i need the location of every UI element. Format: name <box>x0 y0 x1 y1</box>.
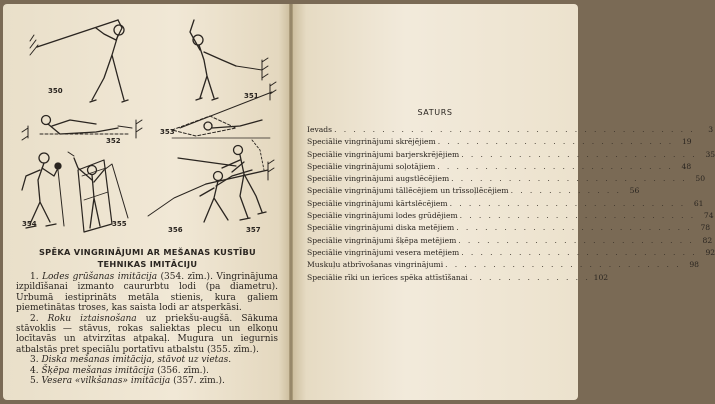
toc-entry-label: Speciālie vingrinājumi tāllēcējiem un trīssoļlēcējiem <box>307 186 509 196</box>
toc-entry <box>307 198 704 210</box>
figure-356-drawing <box>148 160 274 222</box>
figure-354-drawing <box>22 153 64 228</box>
toc-leader-dots: . . . . . . . . . . . . . . . . . . . . . . . . . <box>461 247 698 257</box>
figure-number-357: 357 <box>246 226 261 234</box>
toc-entry-label: Speciālie vingrinājumi vesera metējiem <box>307 247 460 257</box>
toc-entry <box>307 222 711 234</box>
toc-entry <box>307 235 713 247</box>
item-title: Diska mešanas imitācija, stāvot uz vietas. <box>41 355 232 366</box>
toc-entry-page: 78 <box>700 223 711 233</box>
item-text: (356. zīm.). <box>154 365 209 376</box>
item-title: Šķēpa mešanas imitācija <box>41 365 155 376</box>
toc-entry-page: 102 <box>593 272 609 282</box>
toc-leader-dots: . . . . . . . . . . . . <box>510 186 622 196</box>
toc-leader-dots: . . . . . . . . . . . . . . . . . . . . . . . . . <box>461 149 698 159</box>
item-number: 2. <box>30 313 48 324</box>
exercise-illustrations <box>0 0 292 244</box>
toc-entry-label: Speciālie vingrinājumi soļotājiem <box>307 161 436 171</box>
toc-entry-page: 48 <box>681 161 692 171</box>
figure-number-352: 352 <box>106 137 121 145</box>
toc-entry <box>307 136 692 148</box>
toc-entry-page: 19 <box>681 137 692 147</box>
section-heading-line-2: TEHNIKAS IMITĀCIJU <box>97 259 198 269</box>
item-number: 3. <box>30 355 42 366</box>
toc-leader-dots: . . . . . . . . . . . . . . . . . . . . . . . . . <box>458 235 695 245</box>
toc-entry-label: Speciālie vingrinājumi lodes grūdējiem <box>307 211 458 221</box>
toc-entry-label: Speciālie rīki un ierīces spēka attīstīšanai <box>307 272 468 282</box>
item-number: 5. <box>30 376 42 387</box>
toc-leader-dots: . . . . . . . . . . . . . . . . . . . . . . . . . <box>449 198 686 208</box>
toc-entry-page: 61 <box>693 198 704 208</box>
toc-leader-dots: . . . . . . . . . . . . . <box>469 272 591 282</box>
figure-351-drawing <box>190 20 268 100</box>
section-heading <box>20 246 275 270</box>
toc-entry-page: 35 <box>705 149 715 159</box>
toc-leader-dots: . . . . . . . . . . . . . . . . . . . . . . . . . . . . . . . . . . . . . . <box>334 125 696 134</box>
toc-entry-label: Speciālie vingrinājumi šķēpa metējiem <box>307 235 457 245</box>
toc-entry <box>307 272 609 284</box>
item-title: Vesera «vilkšanas» imitācija <box>41 376 171 387</box>
toc-entry-page: 56 <box>629 186 640 196</box>
section-heading-line-1: SPĒKA VINGRINĀJUMI AR MEŠANAS KUSTĪBU <box>38 247 257 257</box>
toc-entry-label: Muskuļu atbrīvošanas vingrinājumi <box>307 260 444 270</box>
exercise-list <box>16 272 278 386</box>
toc-entry <box>307 185 640 197</box>
toc-entry-page: 3 <box>708 125 714 134</box>
item-title: Roku iztaisnošana <box>47 313 137 324</box>
toc-entry-label: Speciālie vingrinājumi kārtslēcējiem <box>307 198 448 208</box>
toc-entry <box>307 173 706 185</box>
toc-entry-label: Speciālie vingrinājumi diska metējiem <box>307 223 455 233</box>
figure-number-354: 354 <box>22 220 37 228</box>
exercise-item <box>16 355 278 365</box>
exercise-item <box>16 314 278 356</box>
figure-number-350: 350 <box>48 87 63 95</box>
item-title: Lodes grūšanas imitācija <box>42 272 158 282</box>
figure-number-355: 355 <box>112 220 127 228</box>
exercise-item <box>16 272 278 314</box>
figure-350-drawing <box>30 20 128 102</box>
exercise-item <box>16 376 278 386</box>
figure-number-351: 351 <box>244 92 259 100</box>
item-text: uz priekšu-augšā. Sākuma stāvoklis — stāvus, rokas saliektas plecu un elkoņu locītavās un atvirzītas atpakaļ. Mugura un iegurnis atbalstās pret speciālu portatīvu atbalstu (355. zīm.). <box>16 313 278 355</box>
toc-entry-label: Speciālie vingrinājumi augstlēcējiem <box>307 174 450 184</box>
toc-leader-dots: . . . . . . . . . . . . . . . . . . . . . . . . . <box>459 211 696 221</box>
item-text: (354. zīm.). Vingrinājuma izpildīšanai izmanto caururbtu lodi (pa diametru). Urbumā iestiprināts metāla stienis, kura galiem piemetinātas troses, kas saista lodi ar atsperkāsi. <box>16 272 278 314</box>
toc-entry <box>307 210 714 222</box>
figure-number-356: 356 <box>168 226 183 234</box>
toc-entry-page: 82 <box>702 235 713 245</box>
toc-entry <box>307 149 715 161</box>
item-text: (357. zīm.). <box>170 376 225 387</box>
toc-title: SATURS <box>417 108 453 117</box>
figure-353-drawing <box>172 82 276 138</box>
toc-entry-label: Speciālie vingrinājumi barjerskrējējiem <box>307 149 460 159</box>
toc-entry-page: 50 <box>695 174 706 184</box>
toc-leader-dots: . . . . . . . . . . . . . . . . . . . . . . . . . <box>451 174 688 184</box>
toc-leader-dots: . . . . . . . . . . . . . . . . . . . . . . . . . <box>437 137 674 147</box>
table-of-contents <box>307 124 715 284</box>
toc-entry-page: 74 <box>703 211 714 221</box>
toc-leader-dots: . . . . . . . . . . . . . . . . . . . . . . . . . <box>445 260 682 270</box>
toc-entry <box>307 247 715 259</box>
exercise-item <box>16 366 278 376</box>
figure-352-drawing <box>22 116 142 141</box>
toc-entry <box>307 259 700 271</box>
item-number: 1. <box>30 272 43 282</box>
toc-entry-page: 98 <box>689 260 700 270</box>
toc-leader-dots: . . . . . . . . . . . . . . . . . . . . . . . . . <box>437 161 674 171</box>
toc-entry <box>307 161 692 173</box>
toc-entry-page: 92 <box>705 247 715 257</box>
toc-entry-label: Speciālie vingrinājumi skrējējiem <box>307 137 436 147</box>
item-number: 4. <box>30 365 42 376</box>
toc-entry-label: Ievads <box>307 125 333 134</box>
toc-entry <box>307 124 714 136</box>
toc-leader-dots: . . . . . . . . . . . . . . . . . . . . . . . . . <box>456 223 693 233</box>
figure-number-353: 353 <box>160 128 175 136</box>
